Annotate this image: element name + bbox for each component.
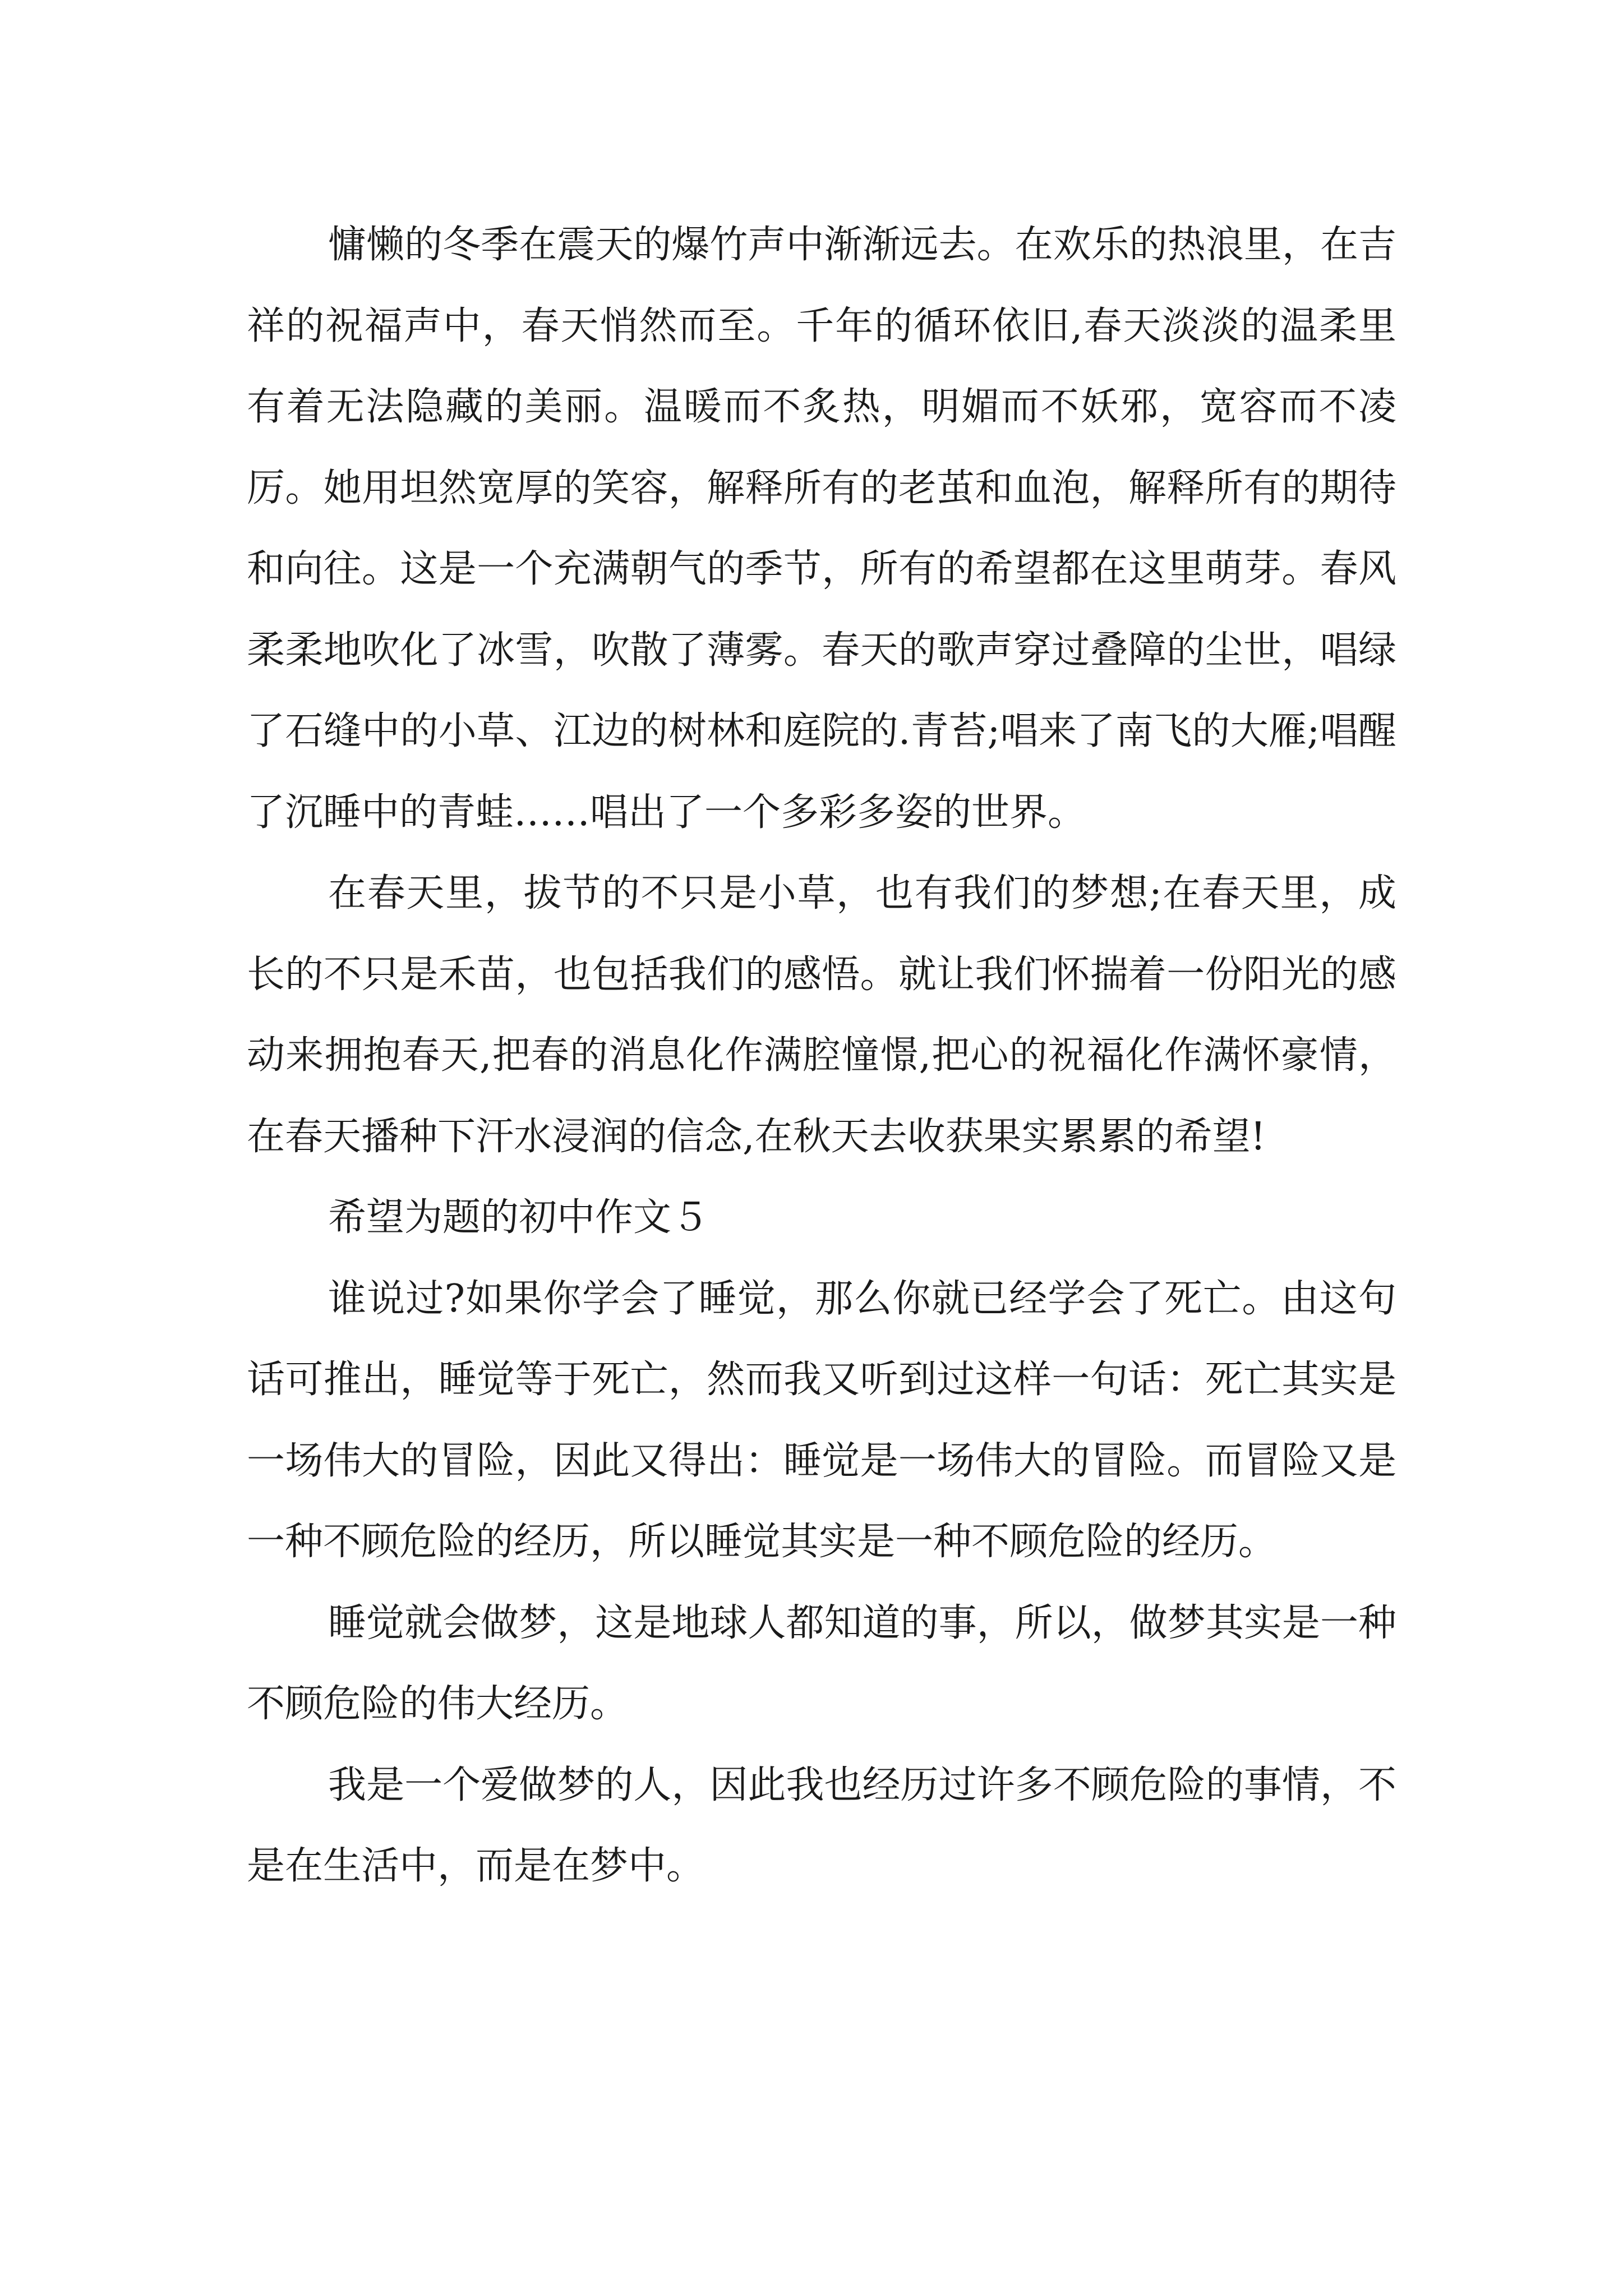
paragraph-spring-intro: 慵懒的冬季在震天的爆竹声中渐渐远去。在欢乐的热浪里，在吉祥的祝福声中，春天悄然而至。千年的循环依旧,春天淡淡的温柔里有着无法隐藏的美丽。温暖而不炙热，明媚而不妖邪，宽容而不凌厉。她用坦然宽厚的笑容，解释所有的老茧和血泡，解释所有的期待和向往。这是一个充满朝气的季节，所有的希望都在这里萌芽。春风柔柔地吹化了冰雪，吹散了薄雾。春天的歌声穿过叠障的尘世，唱绿了石缝中的小草、江边的树林和庭院的.青苔;唱来了南飞的大雁;唱醒了沉睡中的青蛙……唱出了一个多彩多姿的世界。	[247, 223, 1396, 835]
essay-title: 希望为题的初中作文５	[328, 1195, 710, 1240]
paragraph-dreamer: 我是一个爱做梦的人，因此我也经历过许多不顾危险的事情，不是在生活中，而是在梦中。	[247, 1763, 1396, 1888]
paragraph-spring-dreams: 在春天里，拔节的不只是小草，也有我们的梦想;在春天里，成长的不只是禾苗，也包括我们的感悟。就让我们怀揣着一份阳光的感动来拥抱春天,把春的消息化作满腔憧憬,把心的祝福化作满怀豪情，在春天播种下汗水浸润的信念,在秋天去收获果实累累的希望!	[247, 871, 1396, 1159]
paragraph-sleep-adventure: 谁说过?如果你学会了睡觉，那么你就已经学会了死亡。由这句话可推出，睡觉等于死亡，然而我又听到过这样一句话：死亡其实是一场伟大的冒险，因此又得出：睡觉是一场伟大的冒险。而冒险又是一种不顾危险的经历，所以睡觉其实是一种不顾危险的经历。	[247, 1276, 1396, 1564]
paragraph-dreaming: 睡觉就会做梦，这是地球人都知道的事，所以，做梦其实是一种不顾危险的伟大经历。	[247, 1600, 1396, 1726]
essay-body	[247, 205, 1396, 1907]
